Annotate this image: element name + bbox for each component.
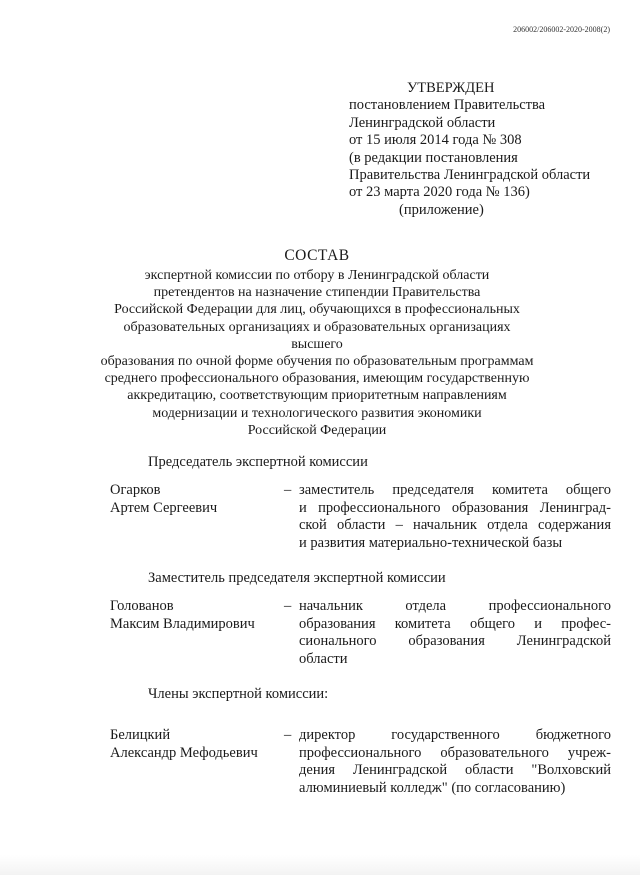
member-given-names: Александр Мефодьевич xyxy=(110,744,258,761)
member-surname: Голованов xyxy=(110,598,174,614)
approval-annex: (приложение) xyxy=(399,201,484,218)
section-heading-deputy: Заместитель председателя экспертной комиссии xyxy=(148,570,446,586)
member-surname: Огарков xyxy=(110,482,161,498)
member-role xyxy=(299,598,611,668)
title-line: претендентов на назначение стипендии Правительства xyxy=(153,285,481,301)
section-heading-members: Члены экспертной комиссии: xyxy=(148,686,329,702)
role-line: сионального образования Ленинградской xyxy=(299,633,611,649)
role-line: алюминиевый колледж" (по согласованию) xyxy=(299,779,566,796)
title-line: образовательных организациях и образовательных организациях высшего xyxy=(123,319,511,352)
role-line: профессионального образовательного учреж- xyxy=(299,744,611,761)
role-line: области xyxy=(299,650,348,667)
approval-line: от 15 июля 2014 года № 308 xyxy=(349,132,522,149)
approval-block xyxy=(349,80,590,219)
title-line: образования по очной форме обучения по образовательным программам xyxy=(100,354,534,370)
section-heading-chairman: Председатель экспертной комиссии xyxy=(148,454,368,470)
approval-line: постановлением Правительства xyxy=(349,97,546,114)
role-line: директор государственного бюджетного xyxy=(299,727,611,743)
member-given-names: Артем Сергеевич xyxy=(110,499,218,516)
document-title-block xyxy=(100,246,534,439)
member-name xyxy=(110,482,280,517)
document-code: 206002/206002-2020-2008(2) xyxy=(513,25,610,34)
member-dash: – xyxy=(284,727,292,743)
title-line: модернизации и технологического развития экономики xyxy=(152,405,482,421)
approval-line: от 23 марта 2020 года № 136) xyxy=(349,184,530,201)
member-surname: Белицкий xyxy=(110,727,171,743)
role-line: ской области – начальник отдела содержания xyxy=(299,517,611,533)
role-line: образования комитета общего и профес- xyxy=(299,615,611,632)
role-line: дения Ленинградской области "Волховский xyxy=(299,762,611,778)
approval-line: Ленинградской области xyxy=(349,114,496,131)
title-line: экспертной комиссии по отбору в Ленинградской области xyxy=(144,268,490,283)
title-line: среднего профессионального образования, имеющим государственную xyxy=(104,371,530,387)
member-role xyxy=(299,482,611,552)
member-name xyxy=(110,727,280,762)
approval-line: (в редакции постановления xyxy=(349,149,518,166)
role-line: и профессионального образования Ленинград- xyxy=(299,499,611,516)
title-line: Российской Федерации xyxy=(247,422,387,438)
title-line: Российской Федерации для лиц, обучающихся в профессиональных xyxy=(114,302,520,318)
approval-heading: УТВЕРЖДЕН xyxy=(407,80,495,96)
member-role xyxy=(299,727,611,797)
member-dash: – xyxy=(284,598,292,614)
member-given-names: Максим Владимирович xyxy=(110,615,255,632)
scan-edge xyxy=(0,855,640,875)
role-line: и развития материально-технической базы xyxy=(299,534,563,551)
member-dash: – xyxy=(284,482,292,498)
document-title: СОСТАВ xyxy=(284,247,350,264)
role-line: заместитель председателя комитета общего xyxy=(299,482,611,498)
title-line: аккредитацию, соответствующим приоритетным направлениям xyxy=(127,388,507,404)
approval-line: Правительства Ленинградской области xyxy=(349,167,591,184)
member-name xyxy=(110,598,280,633)
role-line: начальник отдела профессионального xyxy=(299,598,611,614)
